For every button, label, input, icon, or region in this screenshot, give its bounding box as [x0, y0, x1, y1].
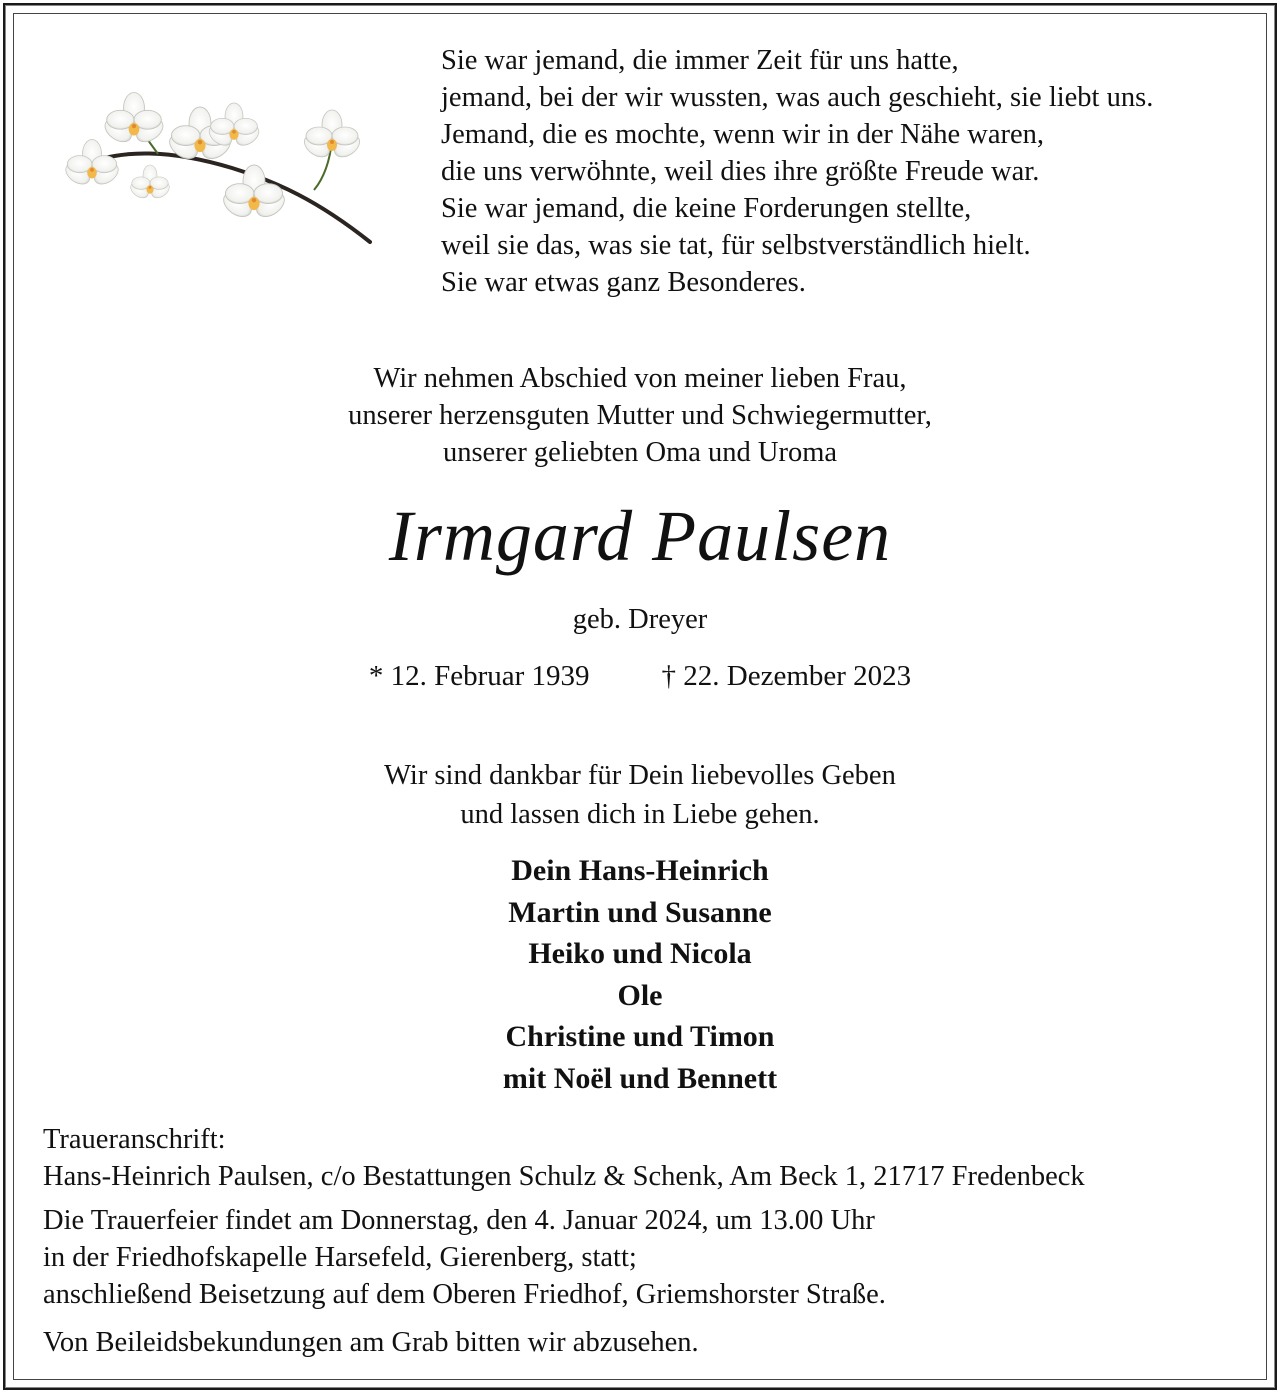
life-dates [0, 658, 1280, 695]
poem-line: jemand, bei der wir wussten, was auch geschieht, sie liebt uns. [441, 82, 1154, 113]
mourners-list [0, 850, 1280, 1099]
address-label: Traueranschrift: [43, 1124, 226, 1155]
poem-line: Sie war jemand, die immer Zeit für uns hatte, [441, 45, 959, 76]
ceremony-line: Die Trauerfeier findet am Donnerstag, den 4. Januar 2024, um 13.00 Uhr [43, 1205, 875, 1236]
orchid-branch-icon [62, 78, 378, 250]
farewell-intro [0, 360, 1280, 471]
poem-line: die uns verwöhnte, weil dies ihre größte Freude war. [441, 156, 1040, 187]
intro-line: unserer geliebten Oma und Uroma [442, 437, 838, 468]
poem-line: Sie war jemand, die keine Forderungen stellte, [441, 193, 972, 224]
birth-date: * 12. Februar 1939 [368, 660, 590, 692]
mourner: Ole [617, 978, 663, 1012]
deceased-name: Irmgard Paulsen [388, 496, 892, 576]
condolence-line: Von Beileidsbekundungen am Grab bitten wir abzusehen. [43, 1327, 699, 1358]
mourner: Martin und Susanne [508, 895, 772, 929]
mourner: Heiko und Nicola [528, 937, 752, 970]
intro-line: Wir nehmen Abschied von meiner lieben Frau, [373, 363, 907, 394]
address-line: Hans-Heinrich Paulsen, c/o Bestattungen Schulz & Schenk, Am Beck 1, 21717 Fredenbeck [43, 1161, 1085, 1192]
intro-line: unserer herzensguten Mutter und Schwiegermutter, [348, 400, 932, 431]
ceremony-line: anschließend Beisetzung auf dem Oberen Friedhof, Griemshorster Straße. [43, 1279, 886, 1310]
condolence-note [43, 1324, 1243, 1361]
ceremony-info [43, 1202, 1243, 1313]
mourning-address [43, 1121, 1243, 1195]
death-date: † 22. Dezember 2023 [661, 660, 912, 692]
mourner: Christine und Timon [505, 1020, 775, 1053]
thanks-text [0, 756, 1280, 834]
thanks-line: Wir sind dankbar für Dein liebevolles Geben [384, 760, 896, 791]
poem-line: Sie war etwas ganz Besonderes. [441, 267, 806, 298]
ceremony-line: in der Friedhofskapelle Harsefeld, Gierenberg, statt; [43, 1242, 637, 1273]
poem [441, 42, 1261, 301]
mourner: Dein Hans-Heinrich [511, 854, 769, 887]
poem-line: weil sie das, was sie tat, für selbstverständlich hielt. [441, 230, 1031, 261]
maiden-name: geb. Dreyer [572, 604, 708, 635]
poem-line: Jemand, die es mochte, wenn wir in der Nähe waren, [441, 119, 1045, 150]
mourner: mit Noël und Bennett [502, 1061, 778, 1095]
thanks-line: und lassen dich in Liebe gehen. [460, 799, 820, 830]
